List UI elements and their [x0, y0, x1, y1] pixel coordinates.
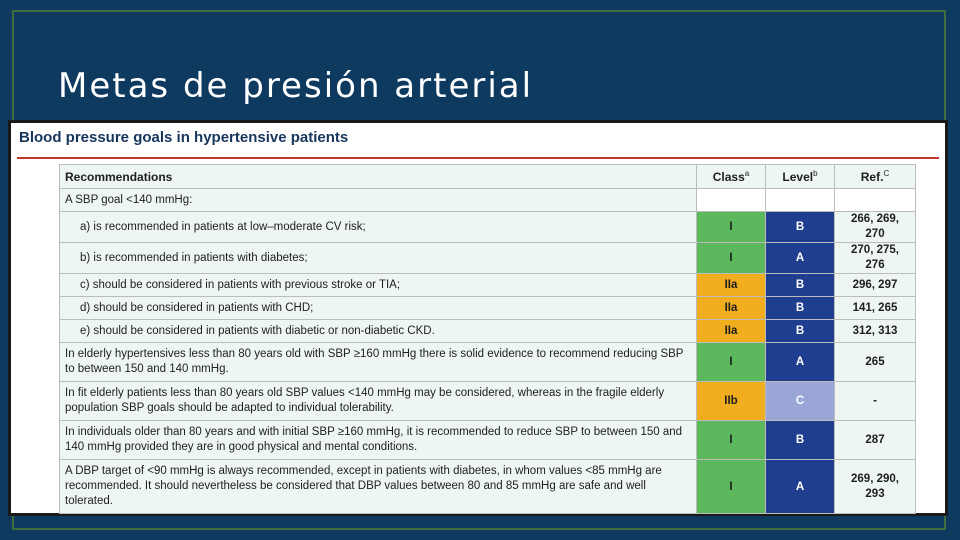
ref-cell: 312, 313 — [835, 320, 916, 343]
ref-cell: 287 — [835, 421, 916, 460]
class-cell: I — [697, 212, 766, 243]
ref-cell: 141, 265 — [835, 297, 916, 320]
ref-cell: 266, 269, 270 — [835, 212, 916, 243]
table-row — [60, 243, 916, 274]
table-row — [60, 343, 916, 382]
recommendation-text: A DBP target of <90 mmHg is always recommended, except in patients with diabetes, in whom values <85 mmHg are recommended. It should nevertheless be considered that DBP values between 80 and 85 mmHg are safe and well tolerated. — [60, 460, 697, 514]
table-row — [60, 382, 916, 421]
ref-cell: 265 — [835, 343, 916, 382]
intro-cell: A SBP goal <140 mmHg: — [60, 189, 697, 212]
recommendation-text: a) is recommended in patients at low–moderate CV risk; — [60, 212, 697, 243]
class-cell: I — [697, 421, 766, 460]
class-cell: IIa — [697, 297, 766, 320]
class-cell: I — [697, 460, 766, 514]
table-header-row — [60, 165, 916, 189]
divider — [17, 157, 939, 159]
level-cell: A — [766, 243, 835, 274]
empty-cell — [835, 189, 916, 212]
recommendation-text: d) should be considered in patients with CHD; — [60, 297, 697, 320]
level-cell: B — [766, 320, 835, 343]
ref-cell: 296, 297 — [835, 274, 916, 297]
recommendation-text: b) is recommended in patients with diabetes; — [60, 243, 697, 274]
table-row — [60, 189, 916, 212]
empty-cell — [766, 189, 835, 212]
header-level: Level$^b$ — [766, 165, 835, 189]
level-cell: B — [766, 212, 835, 243]
guideline-panel — [8, 120, 948, 516]
class-cell: I — [697, 243, 766, 274]
class-cell: IIa — [697, 274, 766, 297]
header-recommendations: Recommendations — [60, 165, 697, 189]
level-cell: A — [766, 343, 835, 382]
recommendation-text: In elderly hypertensives less than 80 years old with SBP ≥160 mmHg there is solid evidence to recommend reducing SBP to between 150 and 140 mmHg. — [60, 343, 697, 382]
recommendation-text: In fit elderly patients less than 80 years old SBP values <140 mmHg may be considered, whereas in the fragile elderly population SBP goals should be adapted to individual tolerability. — [60, 382, 697, 421]
level-cell: B — [766, 274, 835, 297]
level-cell: C — [766, 382, 835, 421]
ref-cell: 270, 275, 276 — [835, 243, 916, 274]
ref-cell: - — [835, 382, 916, 421]
panel-title: Blood pressure goals in hypertensive patients — [19, 129, 349, 146]
table-row — [60, 297, 916, 320]
recommendations-table — [59, 164, 916, 514]
header-ref: Ref.$^C$ — [835, 165, 916, 189]
table-row — [60, 212, 916, 243]
recommendation-text: In individuals older than 80 years and with initial SBP ≥160 mmHg, it is recommended to reduce SBP to between 150 and 140 mmHg provided they are in good physical and mental conditions. — [60, 421, 697, 460]
recommendation-text: e) should be considered in patients with diabetic or non-diabetic CKD. — [60, 320, 697, 343]
table-row — [60, 274, 916, 297]
ref-cell: 269, 290, 293 — [835, 460, 916, 514]
table-row — [60, 460, 916, 514]
level-cell: B — [766, 297, 835, 320]
class-cell: IIa — [697, 320, 766, 343]
recommendation-text: c) should be considered in patients with previous stroke or TIA; — [60, 274, 697, 297]
header-class: Class$^a$ — [697, 165, 766, 189]
level-cell: B — [766, 421, 835, 460]
class-cell: IIb — [697, 382, 766, 421]
empty-cell — [697, 189, 766, 212]
slide-title: Metas de presión arterial — [58, 66, 534, 106]
table-row — [60, 320, 916, 343]
table-row — [60, 421, 916, 460]
level-cell: A — [766, 460, 835, 514]
class-cell: I — [697, 343, 766, 382]
